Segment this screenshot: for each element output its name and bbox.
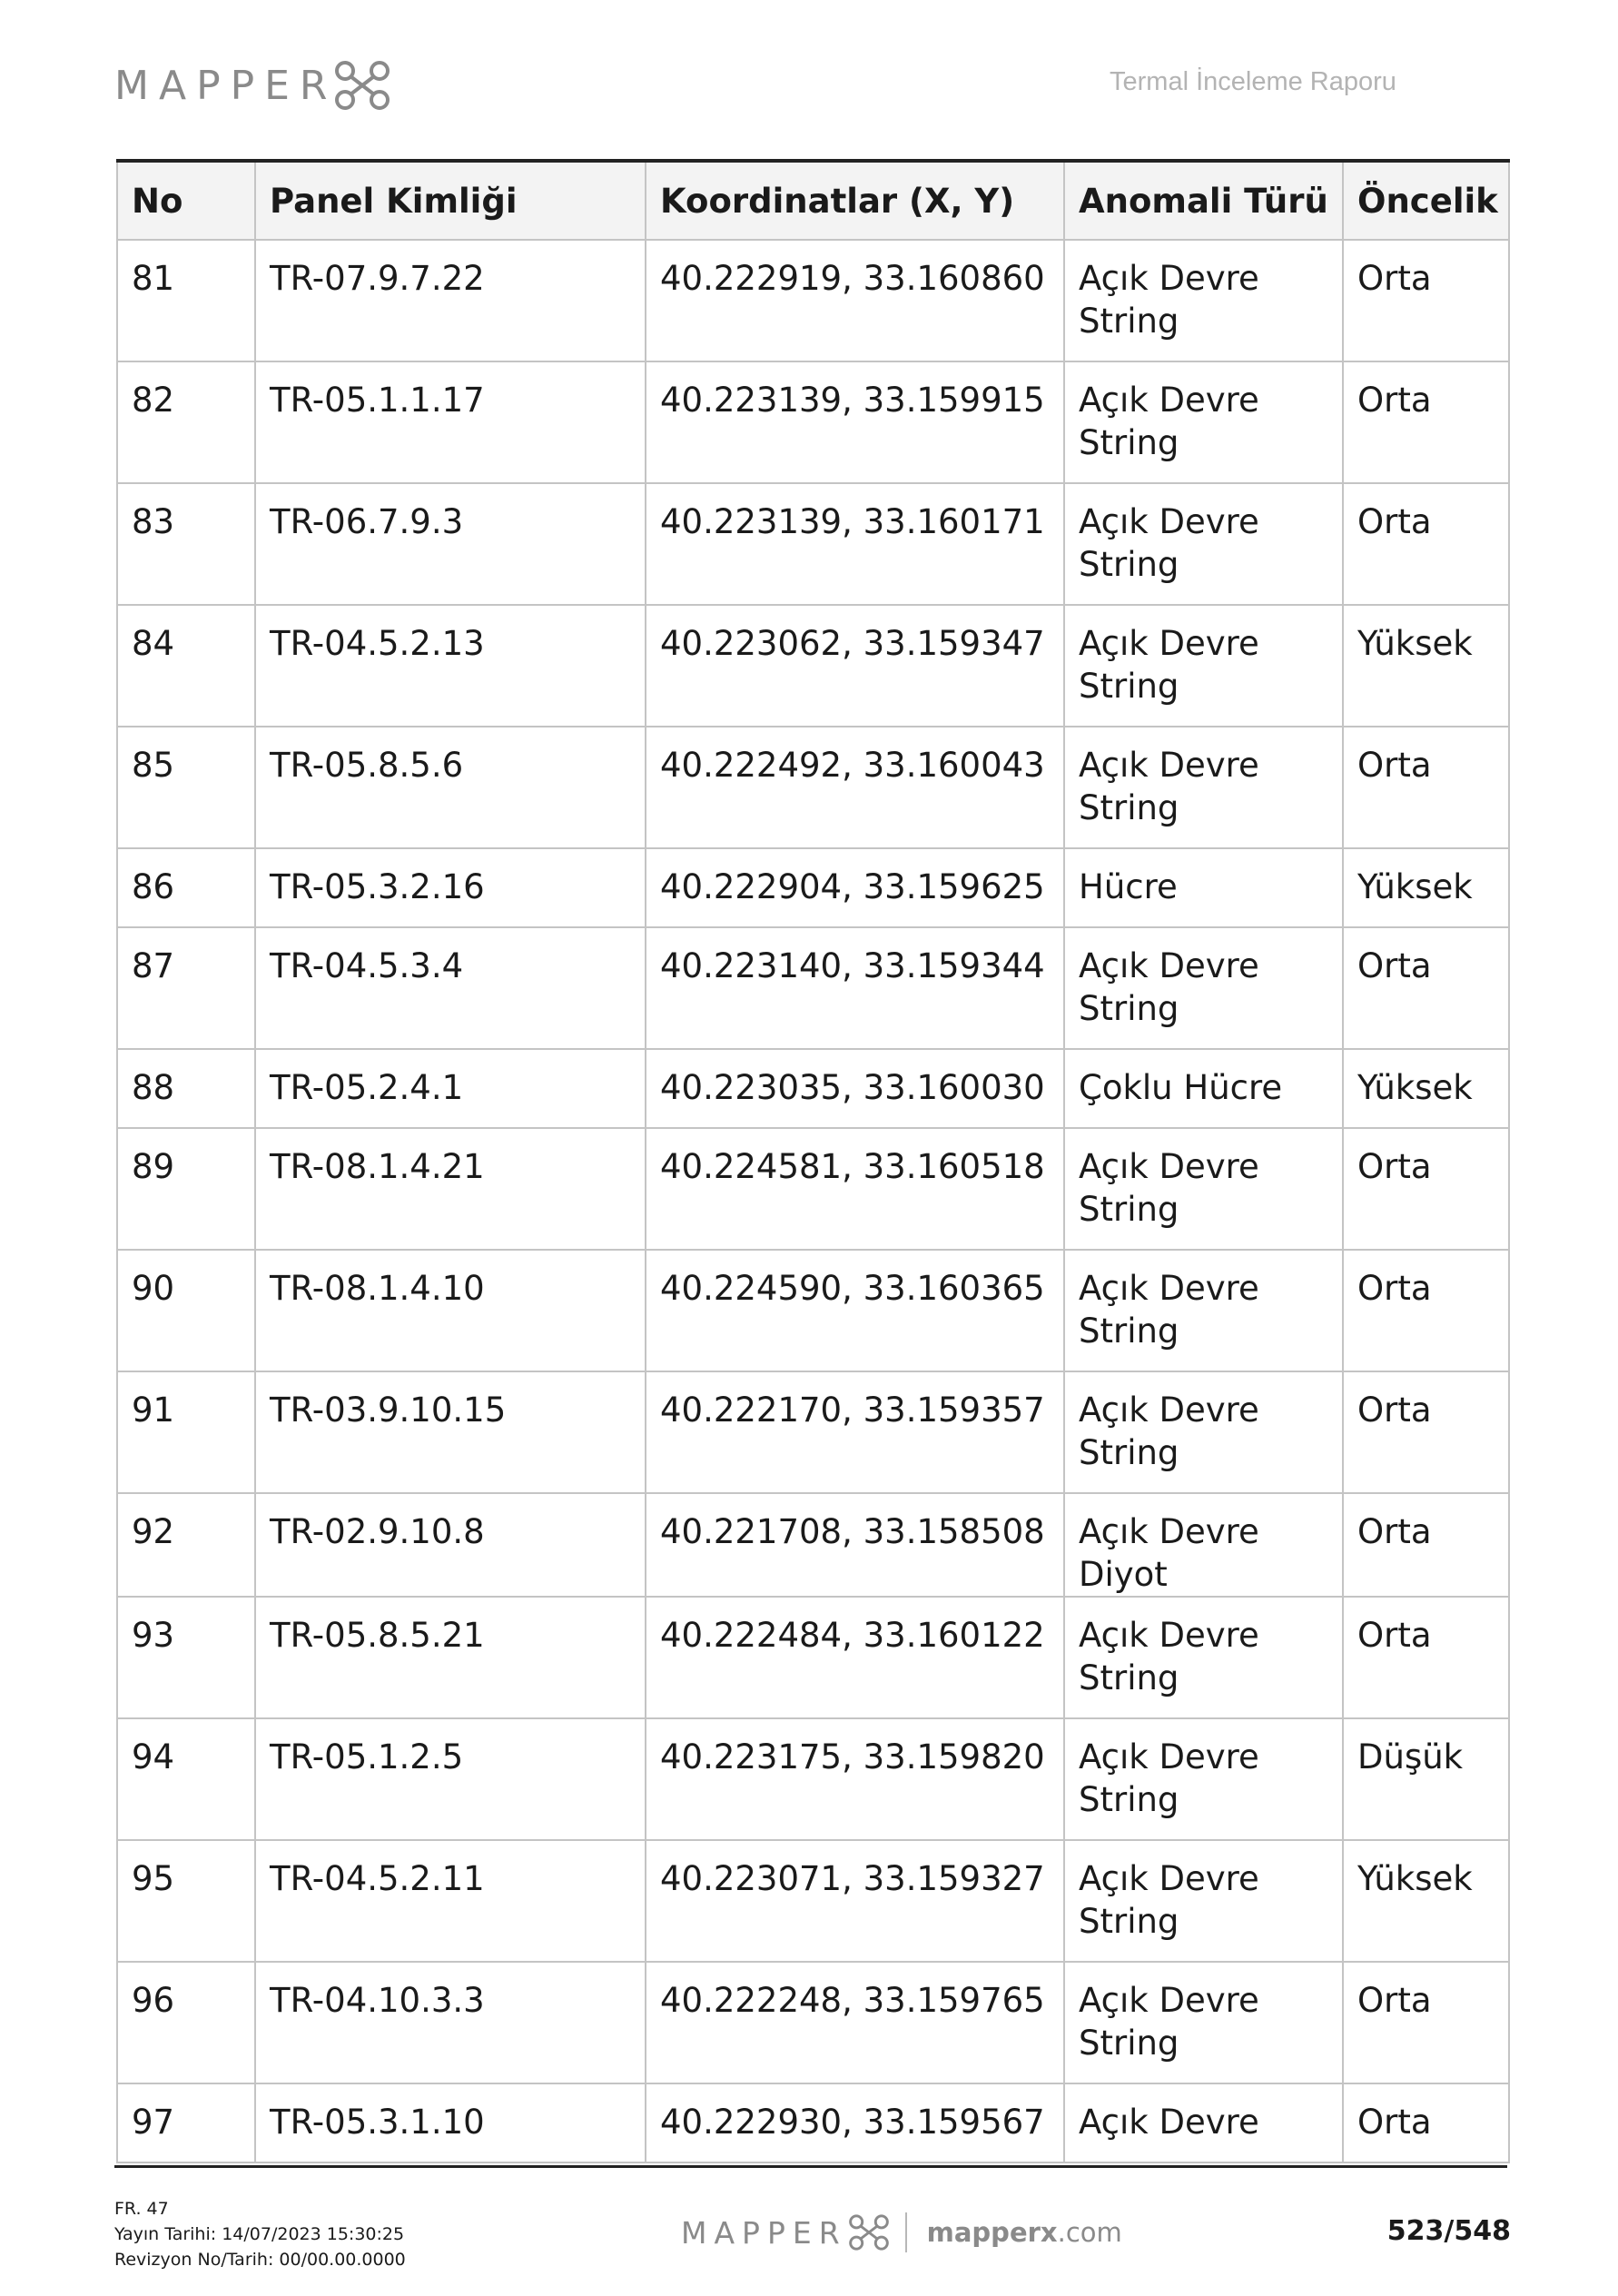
page-number: 523/548 <box>1386 2215 1511 2247</box>
cell-no: 90 <box>117 1250 255 1371</box>
cell-panel-id: TR-06.7.9.3 <box>255 483 646 605</box>
cell-panel-id: TR-05.2.4.1 <box>255 1049 646 1128</box>
cell-coordinates: 40.223175, 33.159820 <box>646 1718 1064 1840</box>
anomaly-table <box>116 159 1510 2163</box>
cell-no: 92 <box>117 1493 255 1597</box>
cell-panel-id: TR-03.9.10.15 <box>255 1371 646 1493</box>
cell-anomaly-type: Açık Devre String <box>1064 1718 1343 1840</box>
cell-priority: Orta <box>1343 1597 1509 1718</box>
website-tld: .com <box>1057 2217 1122 2248</box>
cell-priority: Yüksek <box>1343 605 1509 727</box>
cell-anomaly-type: Açık Devre String <box>1064 727 1343 848</box>
cell-anomaly-type: Açık Devre Diyot <box>1064 1493 1343 1597</box>
cell-panel-id: TR-07.9.7.22 <box>255 240 646 361</box>
cell-priority: Orta <box>1343 483 1509 605</box>
website-name: mapperx <box>926 2217 1058 2248</box>
cell-priority: Yüksek <box>1343 1840 1509 1962</box>
cell-priority: Orta <box>1343 240 1509 361</box>
table-row <box>117 1250 1509 1371</box>
cell-anomaly-type: Açık Devre String <box>1064 927 1343 1049</box>
cell-priority: Orta <box>1343 2083 1509 2162</box>
cell-coordinates: 40.223140, 33.159344 <box>646 927 1064 1049</box>
cell-anomaly-type: Açık Devre <box>1064 2083 1343 2162</box>
table-row <box>117 848 1509 927</box>
cell-panel-id: TR-05.3.2.16 <box>255 848 646 927</box>
table-row <box>117 2083 1509 2162</box>
cell-priority: Yüksek <box>1343 1049 1509 1128</box>
drone-x-logo-icon <box>847 2212 891 2252</box>
column-header-priority: Öncelik <box>1343 161 1509 240</box>
cell-priority: Orta <box>1343 1128 1509 1250</box>
cell-anomaly-type: Açık Devre String <box>1064 1250 1343 1371</box>
cell-anomaly-type: Açık Devre String <box>1064 605 1343 727</box>
table-row <box>117 361 1509 483</box>
cell-no: 87 <box>117 927 255 1049</box>
column-header-coordinates: Koordinatlar (X, Y) <box>646 161 1064 240</box>
cell-coordinates: 40.222919, 33.160860 <box>646 240 1064 361</box>
report-title: Termal İnceleme Raporu <box>1110 67 1396 96</box>
revision-info: Revizyon No/Tarih: 00/00.00.0000 <box>114 2250 406 2270</box>
cell-no: 97 <box>117 2083 255 2162</box>
cell-coordinates: 40.224581, 33.160518 <box>646 1128 1064 1250</box>
cell-no: 88 <box>117 1049 255 1128</box>
cell-panel-id: TR-08.1.4.21 <box>255 1128 646 1250</box>
column-header-anomaly-type: Anomali Türü <box>1064 161 1343 240</box>
cell-priority: Orta <box>1343 1250 1509 1371</box>
cell-anomaly-type: Açık Devre String <box>1064 1371 1343 1493</box>
cell-panel-id: TR-05.3.1.10 <box>255 2083 646 2162</box>
table-row <box>117 1718 1509 1840</box>
table-row <box>117 240 1509 361</box>
cell-no: 94 <box>117 1718 255 1840</box>
cell-no: 91 <box>117 1371 255 1493</box>
form-number: FR. 47 <box>114 2199 169 2219</box>
cell-panel-id: TR-02.9.10.8 <box>255 1493 646 1597</box>
header-logo-text: MAPPER <box>114 62 338 109</box>
cell-priority: Orta <box>1343 927 1509 1049</box>
column-header-panel-id: Panel Kimliği <box>255 161 646 240</box>
cell-coordinates: 40.222484, 33.160122 <box>646 1597 1064 1718</box>
cell-anomaly-type: Açık Devre String <box>1064 1840 1343 1962</box>
footer-brand-divider <box>905 2212 907 2252</box>
cell-priority: Düşük <box>1343 1718 1509 1840</box>
cell-coordinates: 40.223139, 33.159915 <box>646 361 1064 483</box>
cell-no: 89 <box>117 1128 255 1250</box>
cell-coordinates: 40.222248, 33.159765 <box>646 1962 1064 2083</box>
cell-no: 85 <box>117 727 255 848</box>
cell-priority: Orta <box>1343 1493 1509 1597</box>
footer-logo-text: MAPPER <box>681 2214 847 2251</box>
cell-coordinates: 40.221708, 33.158508 <box>646 1493 1064 1597</box>
cell-panel-id: TR-05.8.5.21 <box>255 1597 646 1718</box>
footer-divider <box>114 2165 1507 2168</box>
cell-coordinates: 40.223035, 33.160030 <box>646 1049 1064 1128</box>
cell-panel-id: TR-04.5.2.13 <box>255 605 646 727</box>
drone-x-logo-icon <box>332 58 392 113</box>
cell-panel-id: TR-04.5.2.11 <box>255 1840 646 1962</box>
table-row <box>117 927 1509 1049</box>
cell-no: 81 <box>117 240 255 361</box>
cell-coordinates: 40.222170, 33.159357 <box>646 1371 1064 1493</box>
cell-priority: Orta <box>1343 1962 1509 2083</box>
publish-date: Yayın Tarihi: 14/07/2023 15:30:25 <box>114 2224 405 2244</box>
table-row <box>117 1840 1509 1962</box>
cell-coordinates: 40.224590, 33.160365 <box>646 1250 1064 1371</box>
table-row <box>117 483 1509 605</box>
cell-panel-id: TR-05.1.2.5 <box>255 1718 646 1840</box>
table-row <box>117 1597 1509 1718</box>
cell-anomaly-type: Açık Devre String <box>1064 1597 1343 1718</box>
cell-anomaly-type: Açık Devre String <box>1064 240 1343 361</box>
table-row <box>117 1049 1509 1128</box>
cell-panel-id: TR-04.10.3.3 <box>255 1962 646 2083</box>
website <box>927 2217 1122 2248</box>
cell-anomaly-type: Açık Devre String <box>1064 1128 1343 1250</box>
cell-panel-id: TR-05.1.1.17 <box>255 361 646 483</box>
cell-anomaly-type: Açık Devre String <box>1064 483 1343 605</box>
cell-coordinates: 40.223062, 33.159347 <box>646 605 1064 727</box>
table-row <box>117 1962 1509 2083</box>
column-header-no: No <box>117 161 255 240</box>
cell-anomaly-type: Hücre <box>1064 848 1343 927</box>
cell-coordinates: 40.223139, 33.160171 <box>646 483 1064 605</box>
cell-coordinates: 40.223071, 33.159327 <box>646 1840 1064 1962</box>
cell-coordinates: 40.222904, 33.159625 <box>646 848 1064 927</box>
cell-no: 84 <box>117 605 255 727</box>
footer-brand <box>681 2211 1122 2254</box>
cell-priority: Orta <box>1343 1371 1509 1493</box>
cell-no: 82 <box>117 361 255 483</box>
cell-panel-id: TR-05.8.5.6 <box>255 727 646 848</box>
cell-coordinates: 40.222492, 33.160043 <box>646 727 1064 848</box>
cell-anomaly-type: Açık Devre String <box>1064 1962 1343 2083</box>
table-row <box>117 1371 1509 1493</box>
cell-no: 86 <box>117 848 255 927</box>
cell-panel-id: TR-04.5.3.4 <box>255 927 646 1049</box>
cell-no: 95 <box>117 1840 255 1962</box>
cell-panel-id: TR-08.1.4.10 <box>255 1250 646 1371</box>
cell-priority: Orta <box>1343 361 1509 483</box>
cell-priority: Yüksek <box>1343 848 1509 927</box>
cell-no: 83 <box>117 483 255 605</box>
cell-no: 96 <box>117 1962 255 2083</box>
cell-anomaly-type: Açık Devre String <box>1064 361 1343 483</box>
table-header-row <box>117 161 1509 240</box>
table-row <box>117 1128 1509 1250</box>
cell-priority: Orta <box>1343 727 1509 848</box>
header-logo <box>114 58 392 113</box>
cell-anomaly-type: Çoklu Hücre <box>1064 1049 1343 1128</box>
cell-coordinates: 40.222930, 33.159567 <box>646 2083 1064 2162</box>
table-row <box>117 605 1509 727</box>
cell-no: 93 <box>117 1597 255 1718</box>
footer-document-info <box>114 2196 406 2272</box>
table-row <box>117 727 1509 848</box>
table-row <box>117 1493 1509 1597</box>
